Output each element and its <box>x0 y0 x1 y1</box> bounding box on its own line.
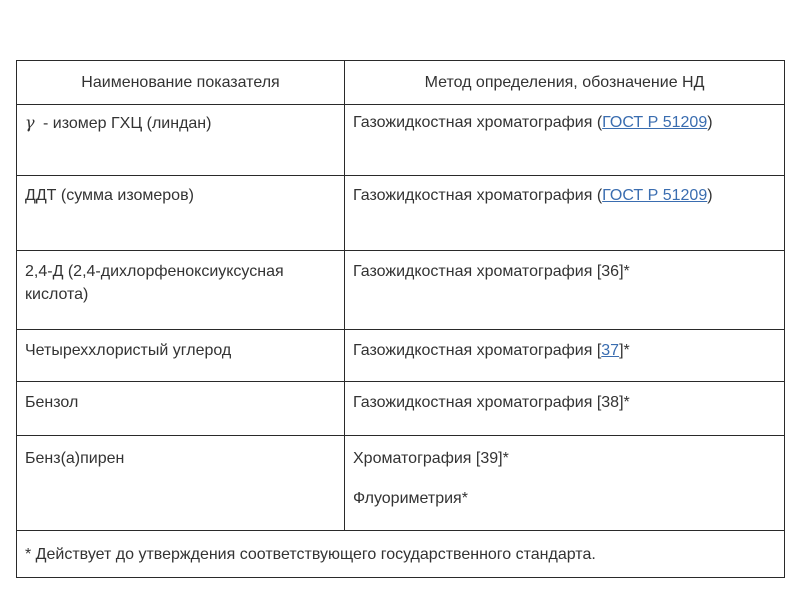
method-cell <box>345 436 785 531</box>
gost-link[interactable]: ГОСТ Р 51209 <box>602 187 708 204</box>
table-row <box>17 105 785 176</box>
method-text: Хроматография [39]* <box>353 450 509 467</box>
method-text: Газожидкостная хроматография [ <box>353 342 602 359</box>
method-cell <box>345 382 785 436</box>
indicator-name: Четыреххлористый углерод <box>25 342 232 359</box>
indicator-name: ДДТ (сумма изомеров) <box>25 187 194 204</box>
indicator-name: Бенз(а)пирен <box>25 450 125 467</box>
method-text: Газожидкостная хроматография ( <box>353 114 603 131</box>
footnote-row <box>17 531 785 578</box>
indicator-name-cell <box>17 330 345 382</box>
method-text: Газожидкостная хроматография [36]* <box>353 263 630 280</box>
reference-link[interactable]: 37 <box>601 342 620 359</box>
method-text-suffix: ) <box>707 114 713 131</box>
gamma-symbol: γ <box>25 113 35 132</box>
indicator-name: Бензол <box>25 394 79 411</box>
indicator-name-cell <box>17 105 345 176</box>
method-cell <box>345 330 785 382</box>
indicator-name-cell <box>17 251 345 330</box>
table-row <box>17 382 785 436</box>
method-text: Газожидкостная хроматография ( <box>353 187 603 204</box>
table-row <box>17 330 785 382</box>
table-row <box>17 436 785 531</box>
table-row <box>17 251 785 330</box>
header-indicator-name: Наименование показателя <box>17 61 345 105</box>
method-cell <box>345 105 785 176</box>
gost-link[interactable]: ГОСТ Р 51209 <box>602 114 708 131</box>
method-text-suffix: ) <box>707 187 713 204</box>
indicator-name-cell <box>17 176 345 251</box>
header-method: Метод определения, обозначение НД <box>345 61 785 105</box>
indicator-name: - изомер ГХЦ (линдан) <box>38 115 212 132</box>
table-header-row <box>17 61 785 105</box>
table-row <box>17 176 785 251</box>
footnote: * Действует до утверждения соответствующего государственного стандарта. <box>17 531 785 578</box>
indicator-name: 2,4-Д (2,4-дихлорфеноксиуксусная кислота) <box>25 263 284 303</box>
method-cell <box>345 251 785 330</box>
method-text-secondary: Флуориметрия* <box>353 490 468 507</box>
method-text: Газожидкостная хроматография [38]* <box>353 394 630 411</box>
indicators-table <box>16 60 785 578</box>
method-text-suffix: ]* <box>619 342 630 359</box>
indicator-name-cell <box>17 382 345 436</box>
method-cell <box>345 176 785 251</box>
indicator-name-cell <box>17 436 345 531</box>
